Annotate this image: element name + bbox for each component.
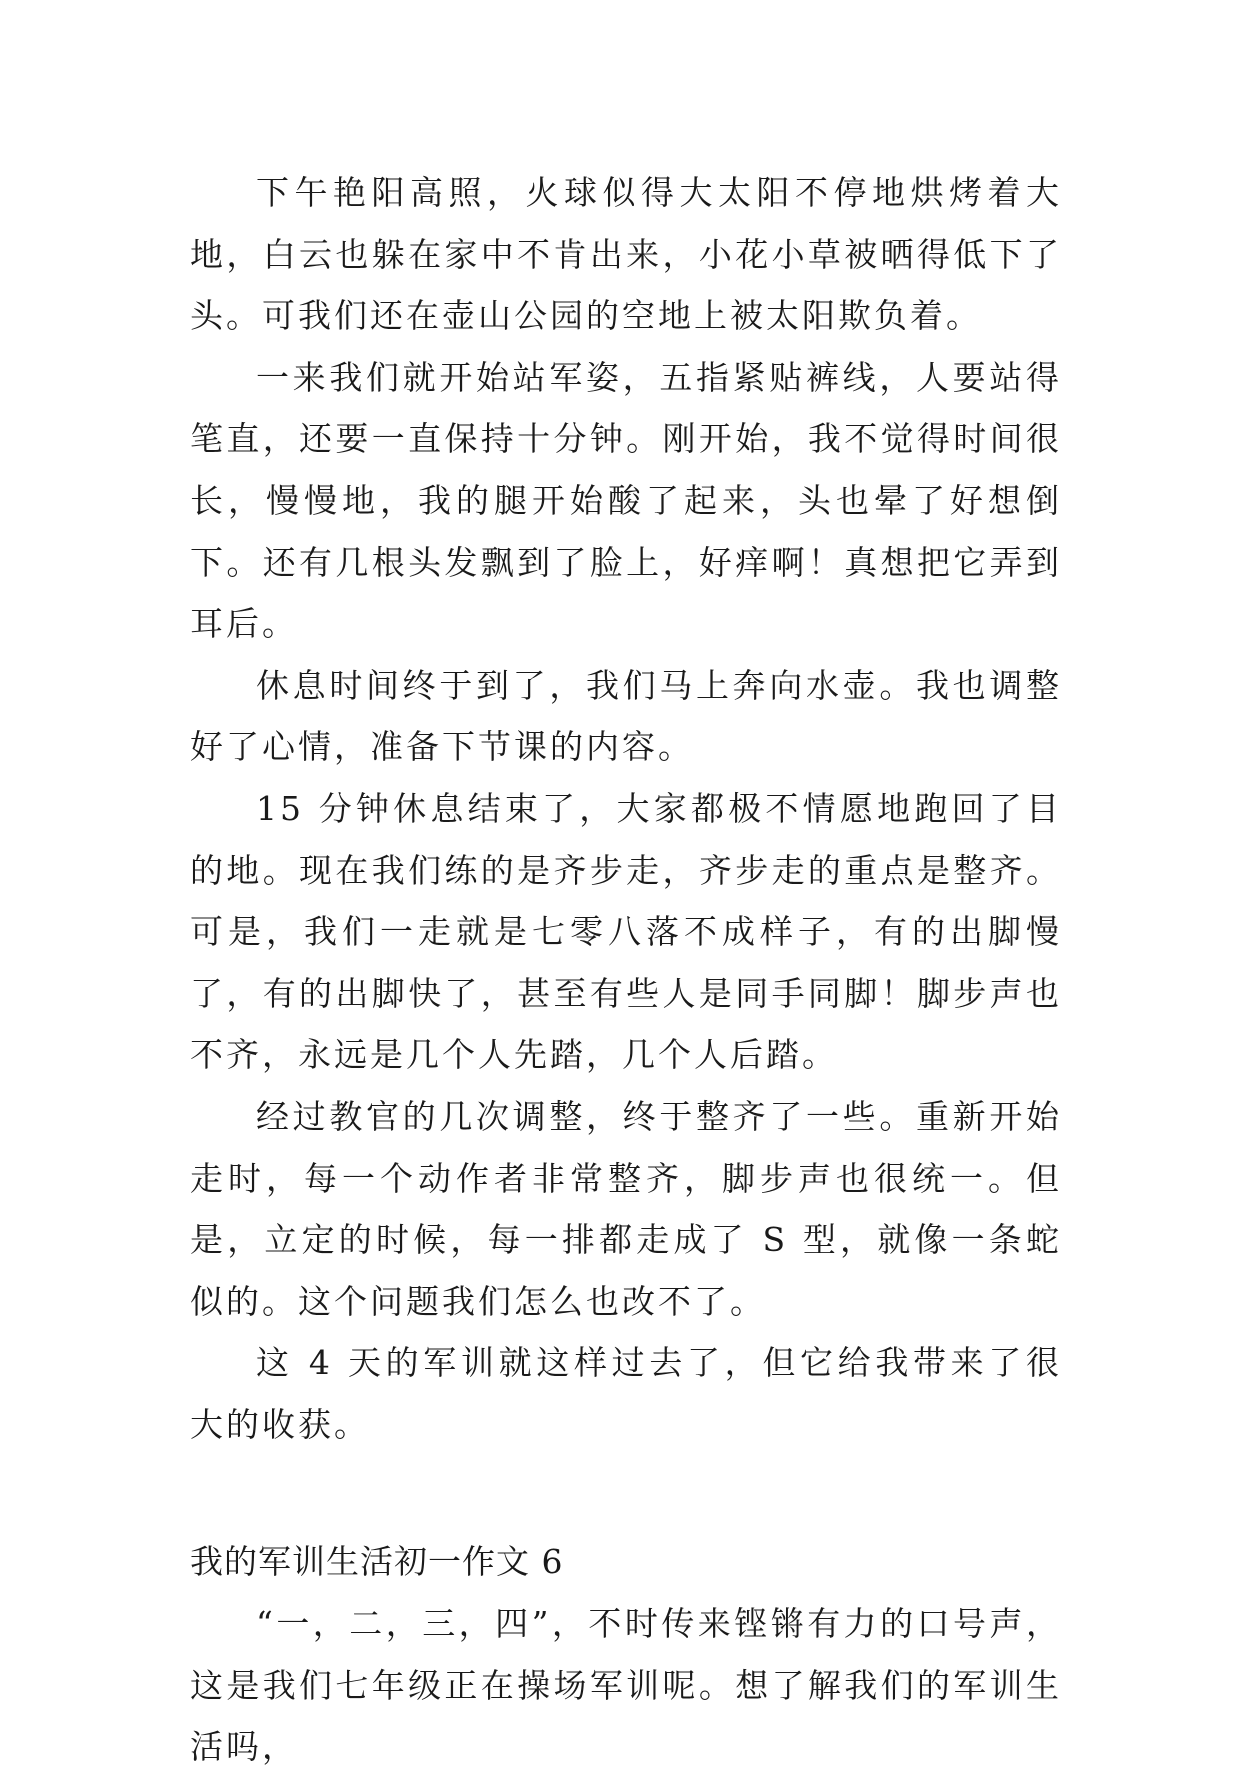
paragraph-7: “一，二，三，四”，不时传来铿锵有力的口号声，这是我们七年级正在操场军训呢。想了解我们的军训生活吗，	[190, 1604, 1062, 1767]
paragraph-4: 15 分钟休息结束了，大家都极不情愿地跑回了目的地。现在我们练的是齐步走，齐步走的重点是整齐。可是，我们一走就是七零八落不成样子，有的出脚慢了，有的出脚快了，甚至有些人是同手同脚！脚步声也不齐，永远是几个人先踏，几个人后踏。	[190, 788, 1062, 1075]
section-heading: 我的军训生活初一作文 6	[190, 1542, 564, 1582]
paragraph-1: 下午艳阳高照，火球似得大太阳不停地烘烤着大地，白云也躲在家中不肯出来，小花小草被晒得低下了头。可我们还在壶山公园的空地上被太阳欺负着。	[190, 173, 1062, 336]
paragraph-3: 休息时间终于到了，我们马上奔向水壶。我也调整好了心情，准备下节课的内容。	[190, 665, 1062, 767]
paragraph-5: 经过教官的几次调整，终于整齐了一些。重新开始走时，每一个动作者非常整齐，脚步声也很统一。但是，立定的时候，每一排都走成了 S 型，就像一条蛇似的。这个问题我们怎么也改不了。	[190, 1096, 1062, 1321]
paragraph-2: 一来我们就开始站军姿，五指紧贴裤线，人要站得笔直，还要一直保持十分钟。刚开始，我不觉得时间很长，慢慢地，我的腿开始酸了起来，头也晕了好想倒下。还有几根头发飘到了脸上，好痒啊！真想把它弄到耳后。	[190, 357, 1062, 644]
document-page	[190, 162, 1062, 1778]
paragraph-6: 这 4 天的军训就这样过去了，但它给我带来了很大的收获。	[190, 1343, 1062, 1444]
